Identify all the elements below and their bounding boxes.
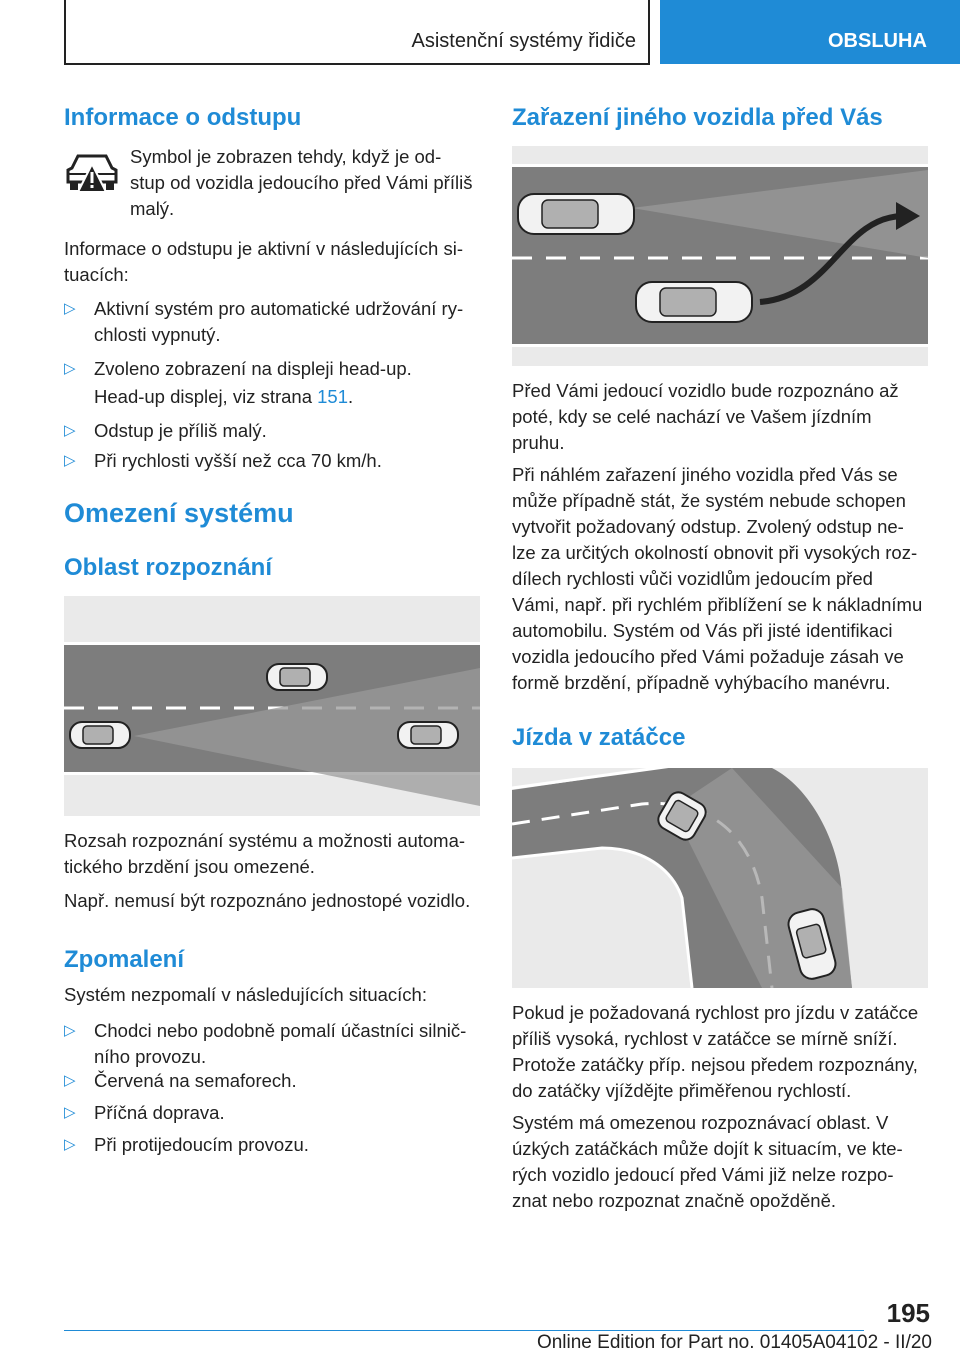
cornering-p2-line3: rých vozidlo jedoucí před Vámi již nelze rozpo- [512,1164,894,1185]
section-title-system-limits: Omezení systému [64,498,294,528]
fig1-caption-line3: Např. nemusí být rozpoznáno jednostopé vozidlo. [64,890,471,911]
cornering-p1-line2: příliš vysoká, rychlost v zatáčce se mírně sníží. [512,1028,898,1049]
header-chapter-title: Asistenční systémy řidiče [411,30,636,52]
cut-in-p2-line7: automobilu. Systém od Vás při jisté identifikaci [512,620,893,641]
figure-detection-range [64,596,480,816]
cut-in-p2-line9: formě brzdění, případně vyhýbacího manévru. [512,672,891,693]
list-item-text: Odstup je příliš malý. [94,420,267,441]
intro-line2: tuacích: [64,264,129,285]
cut-in-p2-line2: může případně stát, že systém nebude schopen [512,490,906,511]
cut-in-p2-line5: dílech rychlosti vůči vozidlům jedoucím před [512,568,873,589]
header-bottom-rule [64,63,650,65]
subsection-title-cornering: Jízda v zatáčce [512,724,686,751]
fig1-caption-line1: Rozsah rozpoznání systému a možnosti automa- [64,830,466,851]
header-section-tab[interactable]: OBSLUHA [660,0,960,64]
cornering-p1-line1: Pokud je požadovaná rychlost pro jízdu v zatáčce [512,1002,919,1023]
list-item [64,448,484,474]
list-item-text: Chodci nebo podobně pomalí účastníci silnič- [94,1020,467,1041]
hud-reference-text: Head-up displej, viz strana [94,386,318,407]
symbol-desc-line1: Symbol je zobrazen tehdy, když je od- [130,146,442,167]
list-item-text: Červená na semaforech. [94,1070,297,1091]
car-front-lower [398,722,458,748]
triangle-right-icon: ▷ [64,1136,76,1153]
deceleration-intro: Systém nezpomalí v následujících situacích: [64,984,427,1005]
cut-in-p1-line3: pruhu. [512,432,565,453]
list-item [64,418,484,444]
list-item [64,1100,484,1126]
list-item-text: Při rychlosti vyšší než cca 70 km/h. [94,450,382,471]
section-title-cut-in: Zařazení jiného vozidla před Vás [512,104,883,131]
cut-in-p2-line8: vozidla jedoucího před Vámi požaduje zásah ve [512,646,904,667]
car-own [70,722,130,748]
list-item-text: Příčná doprava. [94,1102,225,1123]
triangle-right-icon: ▷ [64,300,76,317]
cornering-p2-line1: Systém má omezenou rozpoznávací oblast. V [512,1112,889,1133]
page-number: 195 [886,1298,930,1328]
fig1-caption-line2: tického brzdění jsou omezené. [64,856,315,877]
list-item-text: Aktivní systém pro automatické udržování ry- [94,298,464,319]
cut-in-p2-line6: Vámi, např. při rychlém přiblížení se k nákladnímu [512,594,923,615]
figure-cut-in [512,146,928,366]
hud-reference-end: . [348,386,354,407]
cornering-p1-line4: do zatáčky vjíždějte přiměřenou rychlostí. [512,1080,852,1101]
list-item-text: Při protijedoucím provozu. [94,1134,309,1155]
car-ahead [518,194,634,234]
triangle-right-icon: ▷ [64,360,76,377]
cut-in-p2-line4: lze za určitých okolností obnovit při vysokých roz- [512,542,918,563]
car-warning-icon [66,148,118,196]
list-item [64,1132,484,1158]
list-item [64,296,484,348]
triangle-right-icon: ▷ [64,1104,76,1121]
list-item-text: Zvoleno zobrazení na displeji head-up. [94,358,412,379]
page-link-151[interactable]: 151 [317,386,349,407]
list-item-text: chlosti vypnutý. [94,324,221,345]
list-item [64,1018,484,1070]
cut-in-p2-line3: vytvořit požadovaný odstup. Zvolený odstup ne- [512,516,904,537]
car-cutting-in [636,282,752,322]
symbol-desc-line3: malý. [130,198,175,219]
section-title-distance-info: Informace o odstupu [64,104,302,131]
header-left-rule [64,0,66,64]
triangle-right-icon: ▷ [64,422,76,439]
symbol-desc-line2: stup od vozidla jedoucího před Vámi příliš [130,172,473,193]
cut-in-p1-line1: Před Vámi jedoucí vozidlo bude rozpoznáno až [512,380,899,401]
cut-in-p1-line2: poté, kdy se celé nachází ve Vašem jízdním [512,406,872,427]
cornering-p2-line2: úzkých zatáčkách může dojít k situacím, ve kte- [512,1138,903,1159]
intro-line1: Informace o odstupu je aktivní v následujících si- [64,238,463,259]
triangle-right-icon: ▷ [64,452,76,469]
header-separator [648,0,650,64]
cornering-p1-line3: Protože zatáčky příp. nejsou předem rozpoznány, [512,1054,918,1075]
hud-reference [94,384,353,410]
cornering-p2-line4: znat nebo rozpoznat značně opožděně. [512,1190,836,1211]
subsection-title-detection-area: Oblast rozpoznání [64,554,273,581]
figure-cornering [512,768,928,988]
footer-rule [64,1330,864,1331]
list-item [64,1068,484,1094]
footer-edition: Online Edition for Part no. 01405A04102 - II/20 [536,1332,932,1353]
list-item [64,356,484,382]
triangle-right-icon: ▷ [64,1022,76,1039]
subsection-title-deceleration: Zpomalení [64,946,185,973]
cut-in-p2-line1: Při náhlém zařazení jiného vozidla před Vás se [512,464,898,485]
car-front-upper [267,664,327,690]
triangle-right-icon: ▷ [64,1072,76,1089]
list-item-text: ního provozu. [94,1046,207,1067]
